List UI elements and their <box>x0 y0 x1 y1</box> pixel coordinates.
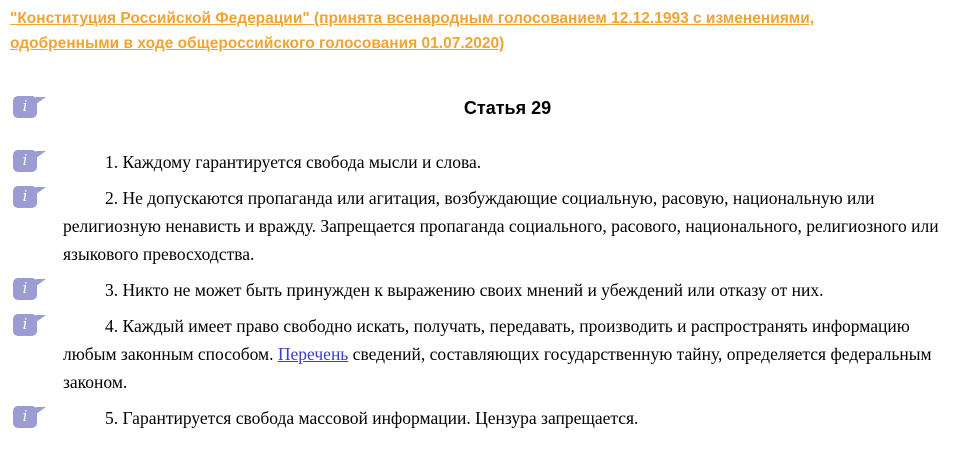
paragraph-4-after-link: сведений, составляющих государственную тайну, определяется федеральным законом. <box>63 344 932 392</box>
info-icon-glyph: i <box>22 186 28 205</box>
info-icon[interactable] <box>13 314 37 336</box>
paragraph-row-3 <box>0 276 960 304</box>
info-icon-glyph: i <box>22 150 28 169</box>
article-section <box>0 96 960 432</box>
info-icon-glyph: i <box>22 278 28 297</box>
paragraph-text-1: 1. Каждому гарантируется свобода мысли и слова. <box>105 152 482 172</box>
document-title-link[interactable]: "Конституция Российской Федерации" (принята всенародным голосованием 12.12.1993 с изменениями, одобренными в ходе общероссийского голосования 01.07.2020) <box>10 10 815 52</box>
info-icon-glyph: i <box>22 96 28 115</box>
paragraph-row-4 <box>0 312 960 396</box>
paragraph-text-5: 5. Гарантируется свобода массовой информации. Цензура запрещается. <box>105 408 639 428</box>
paragraph-text-3: 3. Никто не может быть принужден к выражению своих мнений и убеждений или отказу от них. <box>105 280 824 300</box>
info-icon[interactable] <box>13 278 37 300</box>
paragraph-4-before-link: 4. Каждый имеет право свободно искать, получать, передавать, производить и распространять информацию любым законным способом. <box>63 316 910 364</box>
paragraph-text-2: 2. Не допускаются пропаганда или агитация, возбуждающие социальную, расовую, национальную или религиозную ненависть и вражду. Запрещается пропаганда социального, расового, национального, религиозного или языкового превосходства. <box>63 188 939 264</box>
info-icon[interactable] <box>13 406 37 428</box>
info-icon[interactable] <box>13 96 37 118</box>
info-icon-glyph: i <box>22 314 28 333</box>
paragraph-row-2 <box>0 184 960 268</box>
info-icon-glyph: i <box>22 406 28 425</box>
paragraph-row-5 <box>0 404 960 432</box>
paragraph-row-1 <box>0 148 960 176</box>
perechen-link[interactable]: Перечень <box>277 344 349 364</box>
article-title-row <box>0 96 960 120</box>
paragraph-text-4 <box>63 312 948 396</box>
info-icon[interactable] <box>13 186 37 208</box>
article-title: Статья 29 <box>463 98 552 118</box>
info-icon[interactable] <box>13 150 37 172</box>
